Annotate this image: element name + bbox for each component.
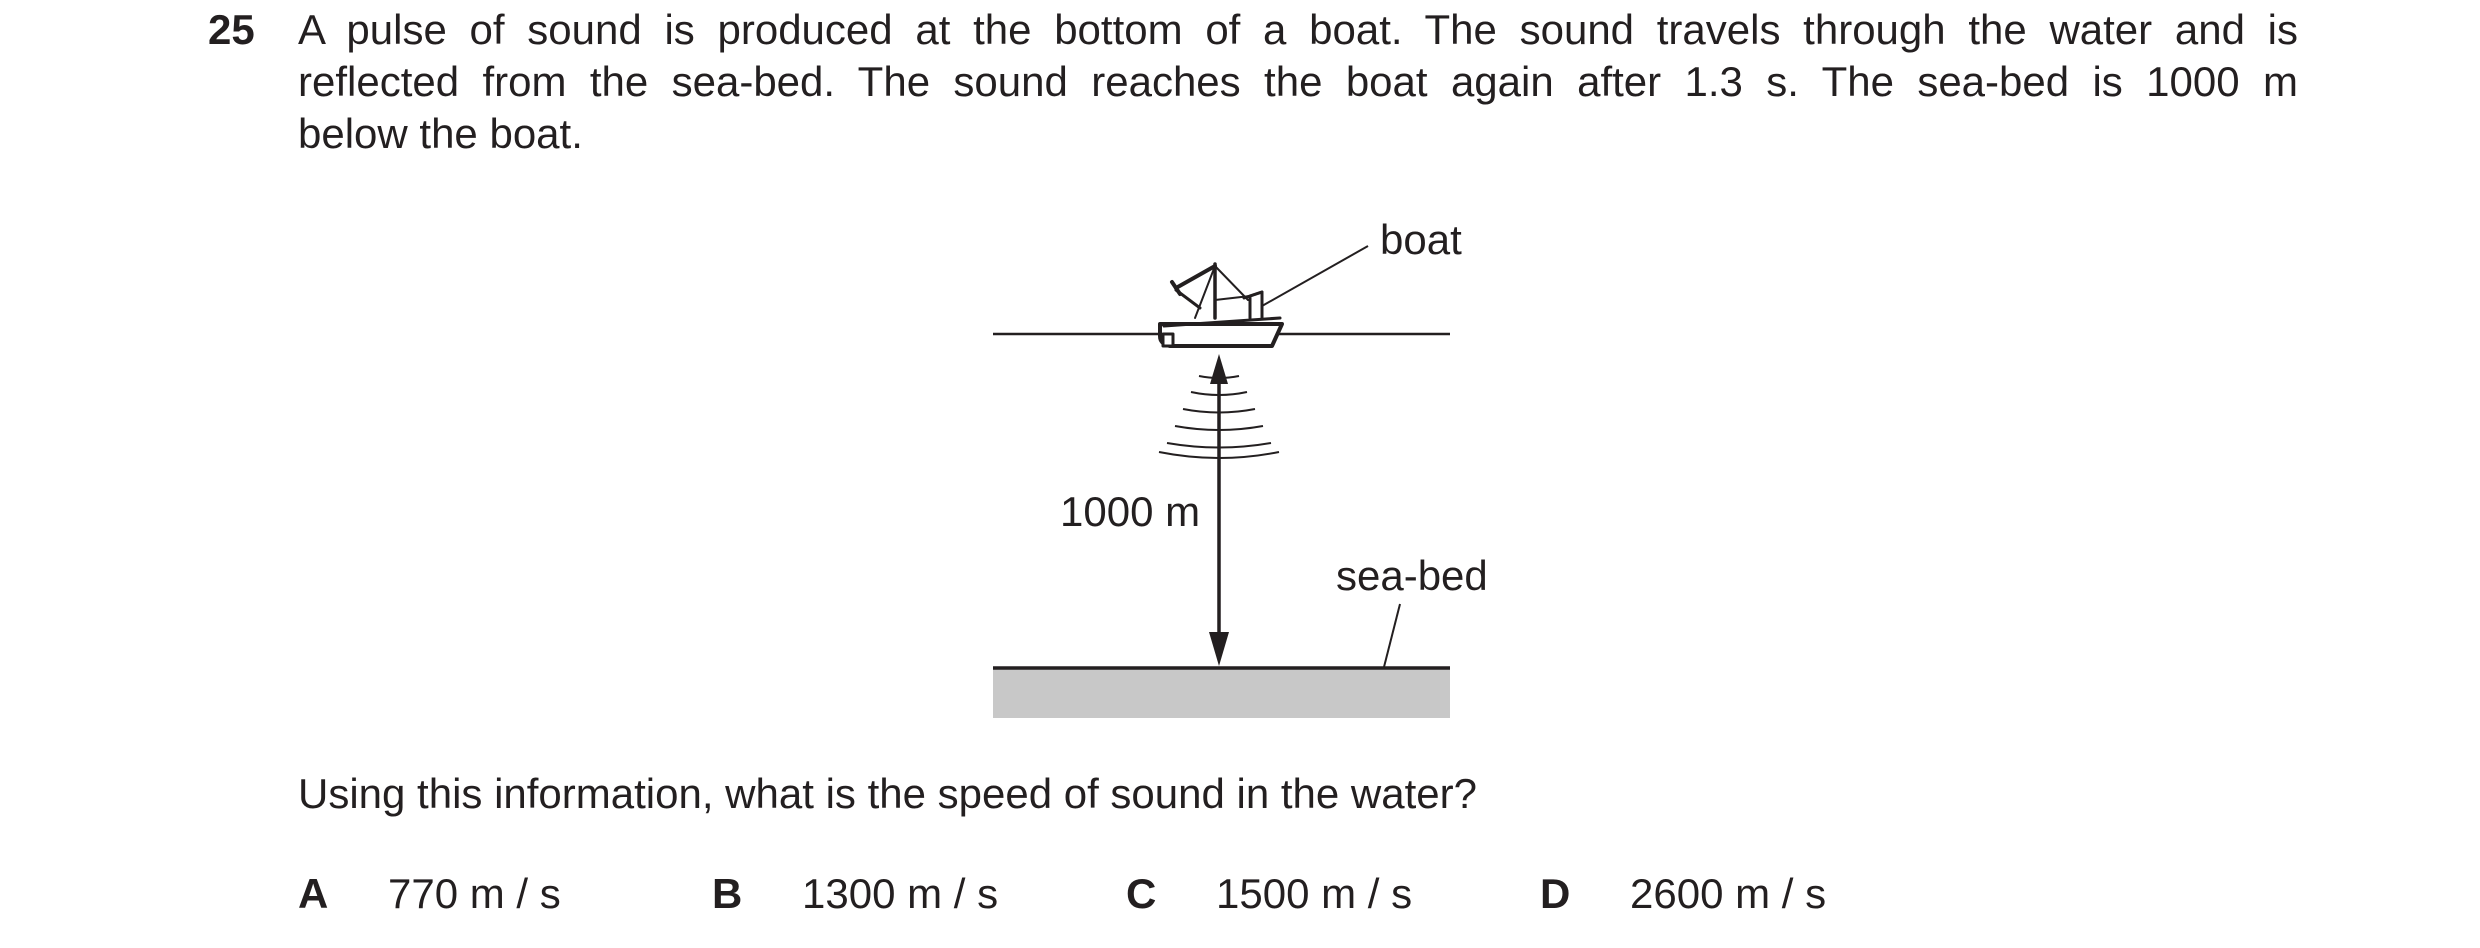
stem-line-3: below the boat. — [298, 110, 583, 157]
depth-arrow — [1209, 354, 1229, 666]
option-d-text: 2600 m / s — [1630, 870, 1827, 917]
option-c[interactable] — [1126, 868, 1412, 920]
option-d-letter: D — [1540, 870, 1571, 917]
option-b[interactable] — [712, 868, 998, 920]
stem-line-1: A pulse of sound is produced at the bottom of a boat. The sound travels through the water and is — [298, 6, 2298, 53]
stem-line-2: reflected from the sea-bed. The sound reaches the boat again after 1.3 s. The sea-bed is 1000 m — [298, 58, 2298, 105]
depth-label: 1000 m — [1060, 488, 1201, 535]
seabed-leader-line — [1384, 604, 1400, 667]
boat-leader-line — [1262, 246, 1368, 306]
seabed-block — [993, 668, 1450, 718]
option-b-text: 1300 m / s — [802, 870, 999, 917]
question-number: 25 — [208, 6, 255, 53]
option-b-letter: B — [712, 870, 743, 917]
seabed-label: sea-bed — [1336, 552, 1488, 599]
boat-label: boat — [1380, 216, 1462, 263]
question-prompt: Using this information, what is the speed of sound in the water? — [298, 770, 1477, 817]
answer-options — [298, 868, 2198, 920]
option-d[interactable] — [1540, 868, 1826, 920]
option-a[interactable] — [298, 868, 561, 920]
option-c-letter: C — [1126, 870, 1157, 917]
option-a-text: 770 m / s — [388, 870, 561, 917]
option-a-letter: A — [298, 870, 329, 917]
option-c-text: 1500 m / s — [1216, 870, 1413, 917]
